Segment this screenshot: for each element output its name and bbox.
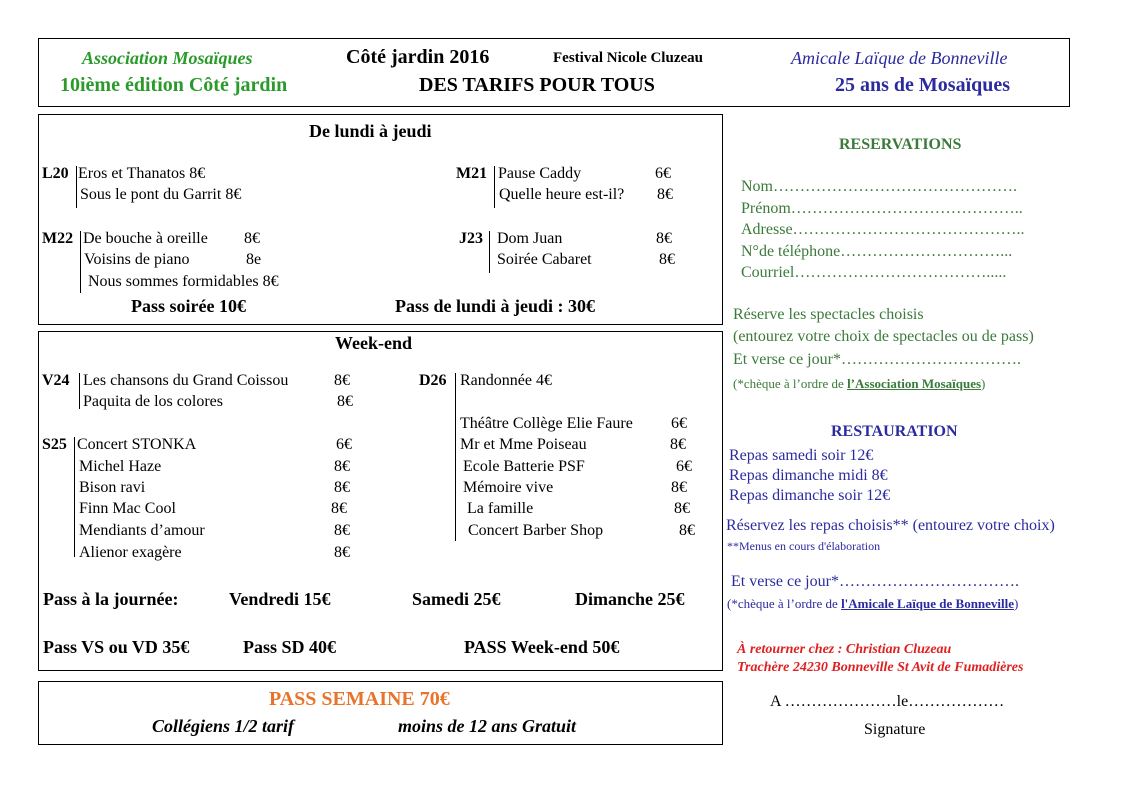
weekend-heading: Week-end [335, 333, 413, 353]
field-courriel[interactable]: Courriel………………………………..... [741, 264, 1007, 281]
price-m21-1: 6€ [655, 165, 671, 182]
edition: 10ième édition Côté jardin [60, 74, 288, 96]
show-l20-1: Eros et Thanatos 8€ [78, 165, 206, 182]
place-date-line[interactable]: A …………………le……………… [770, 693, 1005, 710]
show-s25-2: Michel Haze [79, 458, 162, 475]
day-m22: M22 [42, 230, 74, 247]
reservations-heading: RESERVATIONS [839, 136, 962, 153]
pass-weekend: PASS Week-end 50€ [464, 637, 620, 657]
show-s25-3: Bison ravi [79, 479, 146, 496]
meal-2[interactable]: Repas dimanche midi 8€ [729, 467, 888, 484]
price-s25-5: 8€ [334, 522, 350, 539]
show-m22-1: De bouche à oreille [83, 230, 208, 247]
divider-s25 [74, 437, 75, 557]
meals-cheque-suffix: ) [1014, 596, 1019, 611]
price-m22-1: 8€ [244, 230, 260, 247]
anniversary: 25 ans de Mosaïques [835, 74, 1011, 96]
signature-label: Signature [864, 721, 926, 738]
price-d26-3: 6€ [676, 458, 692, 475]
price-d26-5: 8€ [674, 500, 690, 517]
show-d26-1: Théâtre Collège Elie Faure [460, 415, 633, 432]
day-s25: S25 [42, 436, 67, 453]
divider-m21 [494, 166, 495, 208]
reservations-line2: (entourez votre choix de spectacles ou de pass) [733, 328, 1034, 345]
show-v24-2: Paquita de los colores [83, 393, 223, 410]
price-s25-1: 6€ [336, 436, 352, 453]
reservations-cheque [733, 376, 985, 392]
show-s25-6: Alienor exagère [79, 544, 182, 561]
price-d26-6: 8€ [679, 522, 695, 539]
show-j23-2: Soirée Cabaret [497, 251, 592, 268]
show-s25-1: Concert STONKA [77, 436, 197, 453]
day-j23: J23 [459, 230, 483, 247]
return-line2: Trachère 24230 Bonneville St Avit de Fumadières [737, 660, 1024, 675]
price-d26-2: 8€ [670, 436, 686, 453]
price-d26-1: 6€ [671, 415, 687, 432]
price-j23-1: 8€ [656, 230, 672, 247]
show-d26-5: La famille [467, 500, 534, 517]
price-v24-2: 8€ [337, 393, 353, 410]
restauration-heading: RESTAURATION [831, 423, 958, 440]
weekdays-box [38, 114, 723, 325]
week-pass-title: PASS SEMAINE 70€ [269, 688, 450, 710]
show-d26-4: Mémoire vive [463, 479, 554, 496]
meals-cheque [727, 596, 1018, 612]
show-m22-2: Voisins de piano [84, 251, 190, 268]
divider-m22 [80, 231, 81, 293]
pass-friday: Vendredi 15€ [229, 589, 331, 609]
day-d26: D26 [419, 372, 447, 389]
day-m21: M21 [456, 165, 488, 182]
field-telephone[interactable]: N°de téléphone…………………………... [741, 243, 1013, 260]
divider-v24 [79, 373, 80, 409]
show-j23-1: Dom Juan [497, 230, 563, 247]
price-d26-4: 8€ [671, 479, 687, 496]
field-prenom[interactable]: Prénom…………………………………….. [741, 200, 1023, 217]
show-s25-4: Finn Mac Cool [79, 500, 176, 517]
show-m21-2: Quelle heure est-il? [499, 186, 625, 203]
menus-note: **Menus en cours d'élaboration [727, 539, 881, 553]
divider-l20 [76, 166, 77, 208]
show-d26-3: Ecole Batterie PSF [463, 458, 585, 475]
show-m21-1: Pause Caddy [498, 165, 582, 182]
under12-rate: moins de 12 ans Gratuit [398, 716, 577, 736]
pass-day-label: Pass à la journée: [43, 589, 179, 609]
show-s25-5: Mendiants d’amour [79, 522, 205, 539]
festival: Festival Nicole Cluzeau [553, 50, 703, 66]
pass-sd: Pass SD 40€ [243, 637, 337, 657]
show-v24-1: Les chansons du Grand Coissou [83, 372, 289, 389]
return-line1: À retourner chez : Christian Cluzeau [737, 642, 952, 657]
reservations-line1: Réserve les spectacles choisis [733, 306, 924, 323]
pass-saturday: Samedi 25€ [412, 589, 501, 609]
price-s25-3: 8€ [334, 479, 350, 496]
show-d26-2: Mr et Mme Poiseau [460, 436, 587, 453]
show-d26-6: Concert Barber Shop [468, 522, 604, 539]
field-adresse[interactable]: Adresse…………………………………….. [741, 221, 1025, 238]
college-rate: Collégiens 1/2 tarif [152, 716, 295, 736]
pass-soiree: Pass soirée 10€ [131, 296, 246, 316]
weekdays-heading: De lundi à jeudi [309, 121, 432, 141]
show-d26-randonnee: Randonnée 4€ [460, 372, 552, 389]
meals-verse[interactable]: Et verse ce jour*……………………………. [731, 573, 1019, 590]
cheque-suffix: ) [981, 376, 986, 391]
meal-3[interactable]: Repas dimanche soir 12€ [729, 487, 891, 504]
price-s25-2: 8€ [334, 458, 350, 475]
pass-vs-vd: Pass VS ou VD 35€ [43, 637, 190, 657]
meal-1[interactable]: Repas samedi soir 12€ [729, 447, 874, 464]
cheque-prefix: (*chèque à l’ordre de [733, 376, 848, 391]
price-j23-2: 8€ [659, 251, 675, 268]
day-l20: L20 [42, 165, 69, 182]
day-v24: V24 [42, 372, 70, 389]
price-m21-2: 8€ [657, 186, 673, 203]
meals-reserve: Réservez les repas choisis** (entourez votre choix) [726, 517, 1055, 534]
cheque-payee-amicale: l'Amicale Laïque de Bonneville [841, 596, 1015, 611]
show-l20-2: Sous le pont du Garrit 8€ [80, 186, 242, 203]
price-s25-6: 8€ [334, 544, 350, 561]
amicale: Amicale Laïque de Bonneville [791, 48, 1008, 68]
meals-cheque-prefix: (*chèque à l’ordre de [727, 596, 842, 611]
pass-week: Pass de lundi à jeudi : 30€ [395, 296, 596, 316]
price-s25-4: 8€ [331, 500, 347, 517]
pass-sunday: Dimanche 25€ [575, 589, 685, 609]
divider-j23 [489, 231, 490, 273]
title: Côté jardin 2016 [346, 46, 490, 68]
subtitle: DES TARIFS POUR TOUS [419, 74, 655, 96]
price-m22-2: 8e [246, 251, 262, 268]
show-m22-3: Nous sommes formidables 8€ [88, 273, 279, 290]
assoc-name: Association Mosaïques [82, 48, 253, 68]
reservations-line3[interactable]: Et verse ce jour*……………………………. [733, 351, 1021, 368]
price-v24-1: 8€ [334, 372, 350, 389]
divider-d26 [455, 373, 456, 541]
cheque-payee-mosaiques: l’Association Mosaïques [847, 376, 982, 391]
field-nom[interactable]: Nom………………………………………. [741, 178, 1017, 195]
